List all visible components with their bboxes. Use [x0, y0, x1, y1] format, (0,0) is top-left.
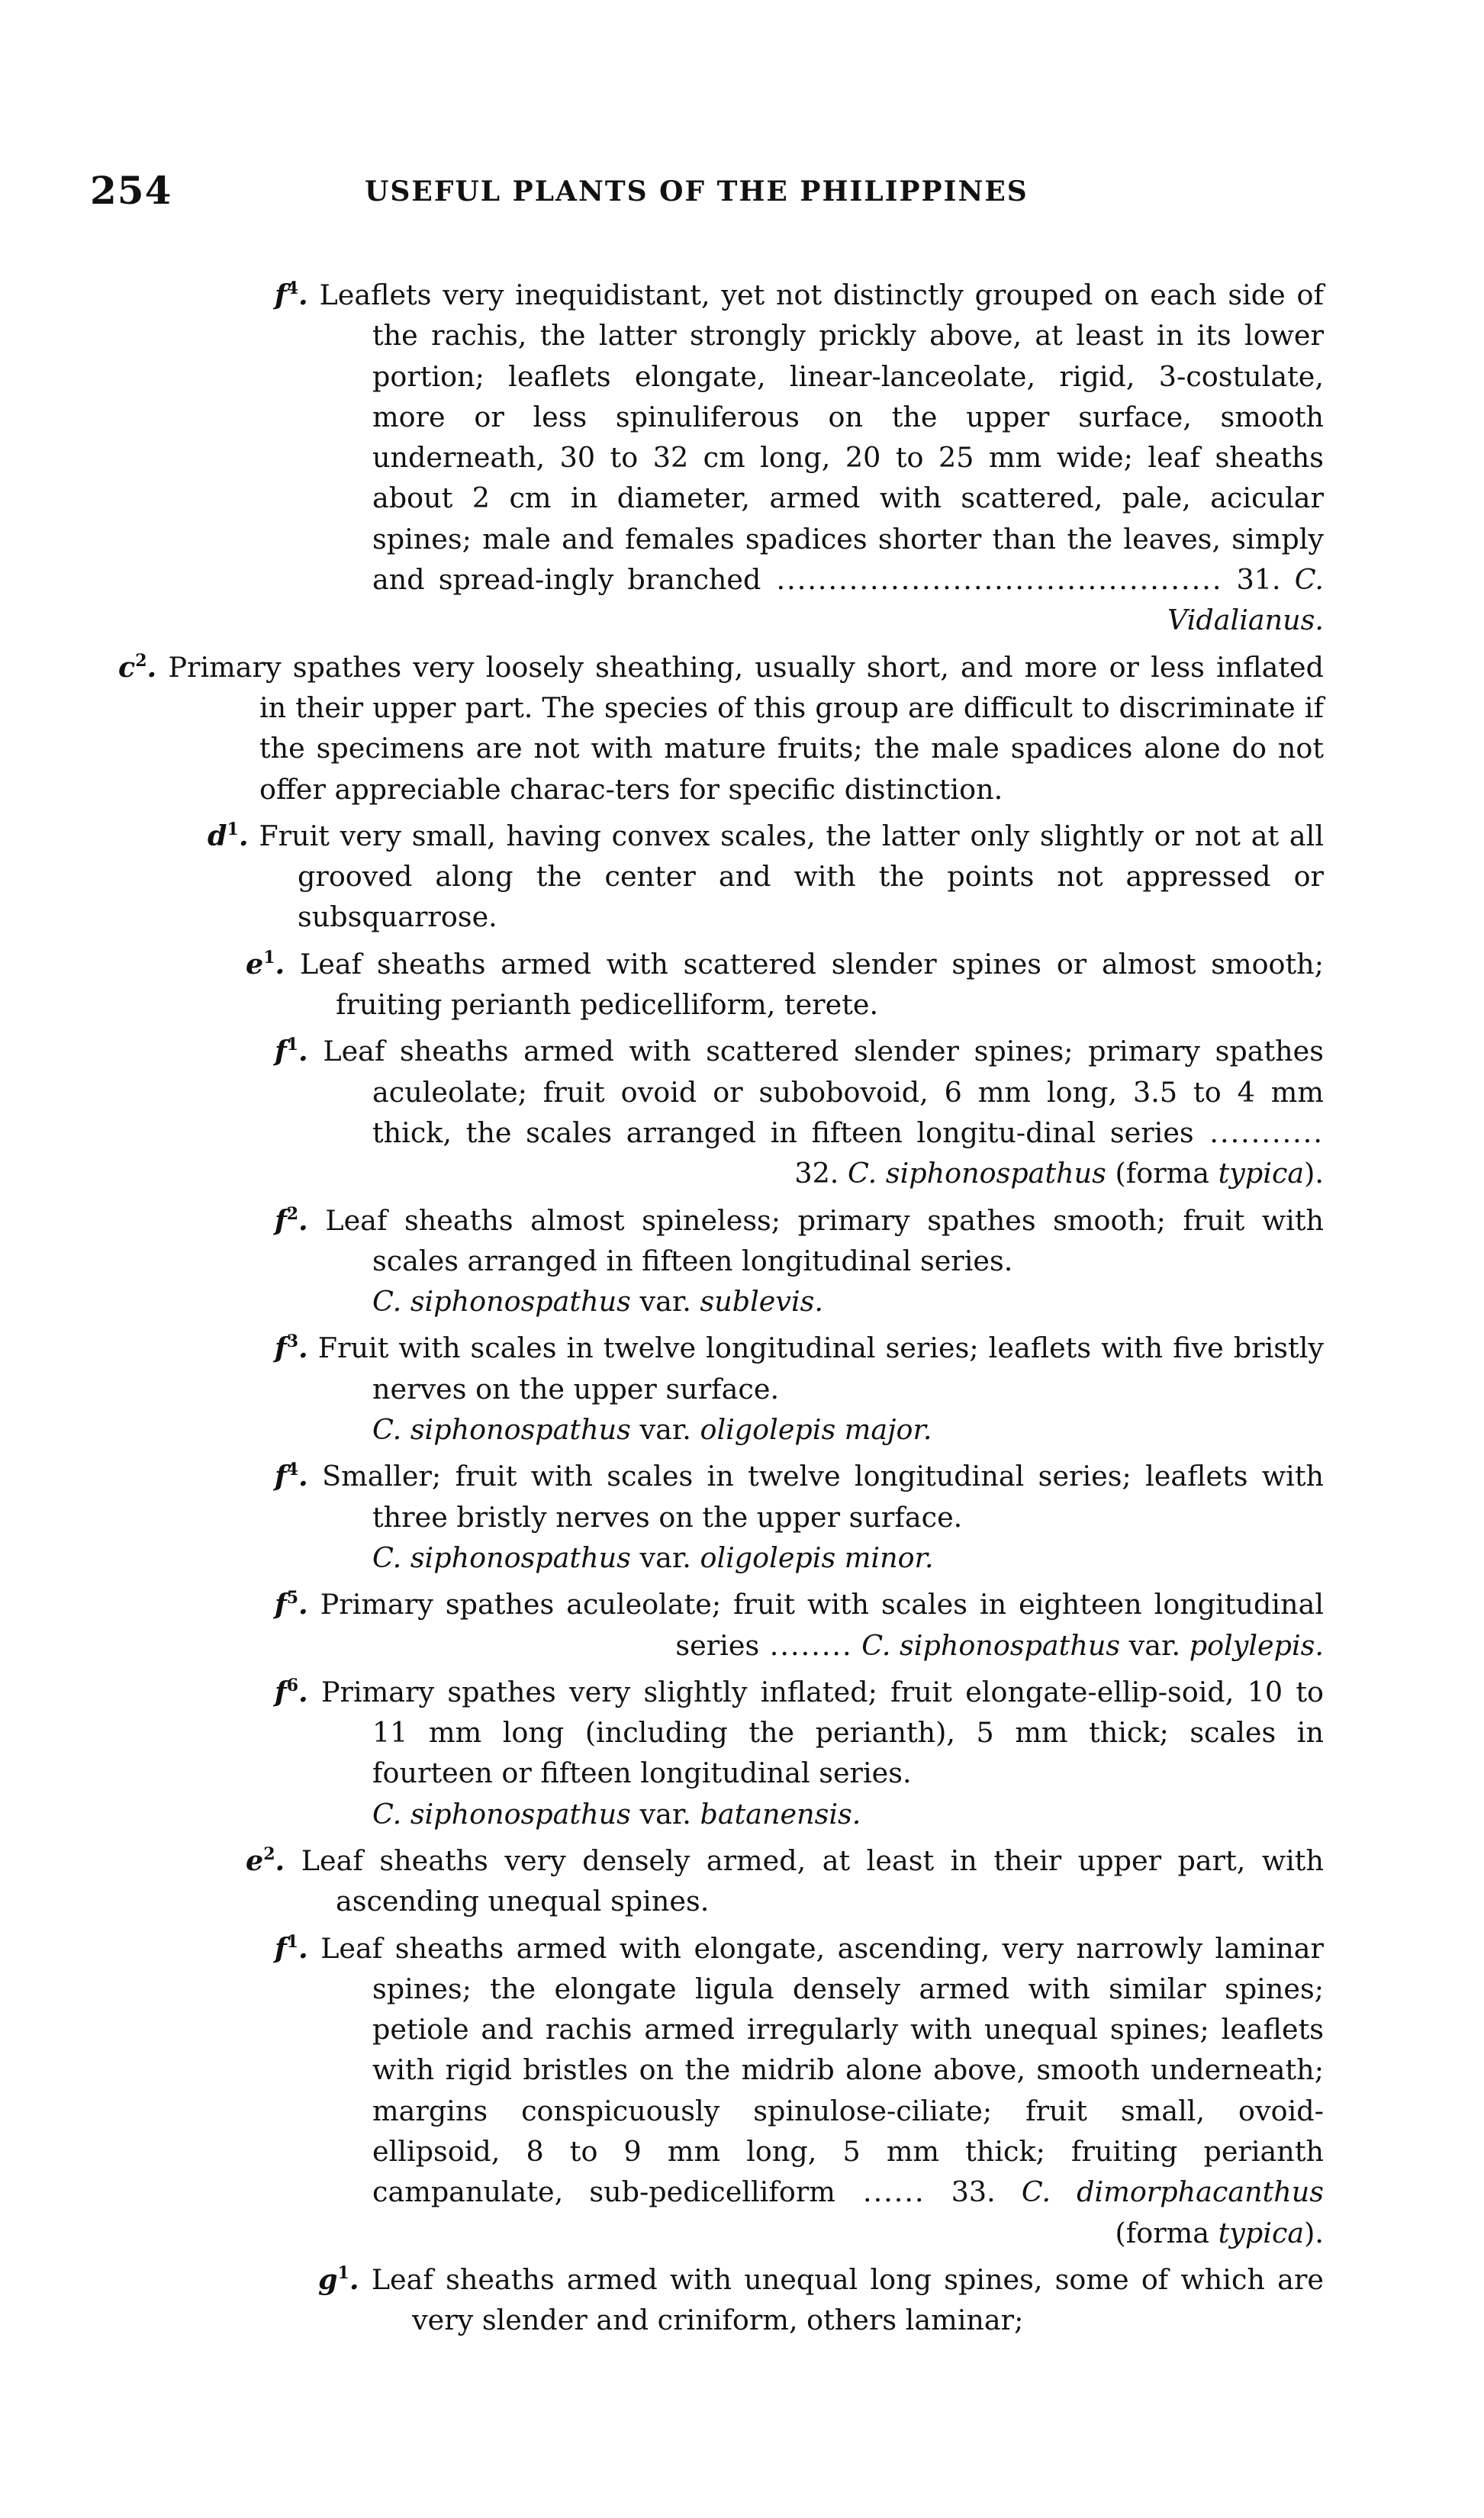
- forma-name: typica: [1218, 2216, 1305, 2249]
- forma-prefix: (forma: [1115, 2216, 1218, 2249]
- species-name: C. siphonospathus: [372, 1797, 631, 1831]
- taxon-line: [372, 1794, 1324, 1834]
- key-label: $g^1$.: [318, 2262, 359, 2296]
- key-entry: [118, 641, 1324, 810]
- key-label: $e^1$.: [246, 947, 285, 980]
- leader-dots: ........: [759, 1628, 853, 1662]
- leader-dots: ...........: [1193, 1116, 1324, 1149]
- variety-name: batanensis.: [700, 1797, 861, 1831]
- key-label: $f^6$.: [275, 1675, 308, 1708]
- species-number: 33.: [925, 2175, 996, 2209]
- key-entry: [275, 1922, 1325, 2253]
- entry-text: Leaf sheaths armed with elongate, ascending, very narrowly laminar spines; the elongate ligula densely armed with similar spines; petiole and rachis armed irregularly with unequal spines; leaflets with rigid bristles on the midrib alone above, smooth underneath; margins conspicuously spinulose-ciliate; fruit small, ovoid-ellipsoid, 8 to 9 mm long, 5 mm thick; fruiting perianth campanulate, sub-pedicelliform: [320, 1931, 1324, 2209]
- species-name: C. siphonospathus: [839, 1157, 1106, 1190]
- entry-text: Leaf sheaths armed with unequal long spines, some of which are very slender and criniform, others laminar;: [371, 2262, 1324, 2337]
- var-word: var.: [630, 1541, 700, 1574]
- key-label: $f^3$.: [275, 1331, 308, 1365]
- key-entry: [275, 1194, 1325, 1322]
- variety-name: oligolepis minor.: [700, 1541, 934, 1574]
- key-label: $d^1$.: [208, 819, 249, 852]
- var-word: var.: [630, 1413, 700, 1447]
- key-entry: [275, 1322, 1324, 1450]
- key-entry: [275, 1666, 1324, 1834]
- key-label: $f^2$.: [275, 1203, 308, 1237]
- key-entry: [208, 810, 1324, 938]
- variety-name: sublevis.: [700, 1285, 823, 1319]
- species-name: C. siphonospathus: [852, 1628, 1121, 1662]
- var-word: var.: [630, 1285, 700, 1319]
- entry-text: Leaf sheaths armed with scattered slender spines or almost smooth; fruiting perianth pedicelliform, terete.: [300, 947, 1324, 1022]
- entry-text: Leaf sheaths almost spineless; primary spathes smooth; fruit with scales arranged in fifteen longitudinal series.: [325, 1203, 1325, 1277]
- taxon-line: [372, 1538, 1324, 1578]
- species-number: 32.: [794, 1157, 839, 1190]
- key-entry: [275, 269, 1324, 641]
- variety-name: polylepis.: [1189, 1628, 1324, 1662]
- forma-close: ).: [1304, 1157, 1324, 1190]
- leader-dots: ......: [835, 2175, 925, 2209]
- entry-text: Leaflets very inequidistant, yet not distinctly grouped on each side of the rachis, the latter strongly prickly above, at least in its lower portion; leaflets elongate, linear-lanceolate, rigid, 3-costulate, more or less spinuliferous on the upper surface, smooth underneath, 30 to 32 cm long, 20 to 25 mm wide; leaf sheaths about 2 cm in diameter, armed with scattered, pale, acicular spines; male and females spadices shorter than the leaves, simply and spread-ingly branched: [319, 279, 1324, 597]
- entry-text: Primary spathes very slightly inflated; fruit elongate-ellip-soid, 10 to 11 mm long (including the perianth), 5 mm thick; scales in fourteen or fifteen longitudinal series.: [321, 1675, 1324, 1790]
- leader-dots: ...........................................: [761, 563, 1223, 597]
- var-word: var.: [630, 1797, 700, 1831]
- entry-text: Fruit with scales in twelve longitudinal series; leaflets with five bristly nerves on the upper surface.: [317, 1331, 1324, 1406]
- key-label: $f^1$.: [275, 1931, 308, 1965]
- key-label: $f^4$.: [275, 279, 308, 311]
- variety-name: oligolepis major.: [700, 1413, 932, 1447]
- species-name: C. siphonospathus: [372, 1285, 631, 1319]
- forma-name: typica: [1218, 1157, 1305, 1190]
- key-text: [0, 269, 1484, 2341]
- entry-text: Leaf sheaths very densely armed, at least in their upper part, with ascending unequal spines.: [301, 1843, 1324, 1918]
- page-number: 254: [90, 168, 172, 213]
- forma-prefix: (forma: [1106, 1157, 1218, 1190]
- key-entry: [246, 1834, 1324, 1922]
- key-entry: [275, 1025, 1324, 1193]
- var-word: var.: [1120, 1628, 1189, 1662]
- running-title: USEFUL PLANTS OF THE PHILIPPINES: [365, 175, 1028, 208]
- key-entry: [318, 2253, 1324, 2341]
- entry-text: Primary spathes aculeolate; fruit with scales in eighteen longitudinal series: [320, 1588, 1325, 1662]
- page-header: [0, 168, 1484, 214]
- key-label: $c^2$.: [118, 650, 157, 684]
- species-name: C. dimorphacanthus: [995, 2175, 1325, 2209]
- entry-text: Leaf sheaths armed with scattered slender spines; primary spathes aculeolate; fruit ovoid or subobovoid, 6 mm long, 3.5 to 4 mm thick, the scales arranged in fifteen longitu-dinal series: [323, 1035, 1324, 1149]
- forma-close: ).: [1304, 2216, 1324, 2249]
- key-entry: [246, 938, 1324, 1026]
- key-label: $f^1$.: [275, 1035, 308, 1068]
- key-entry: [275, 1450, 1324, 1578]
- species-name: C. siphonospathus: [372, 1541, 631, 1574]
- entry-text: Fruit very small, having convex scales, the latter only slightly or not at all grooved along the center and with the points not appressed or subsquarrose.: [259, 819, 1324, 934]
- species-name: C. siphonospathus: [372, 1413, 631, 1447]
- key-label: $f^4$.: [275, 1460, 308, 1493]
- key-label: $f^5$.: [275, 1588, 308, 1621]
- taxon-line: [372, 1409, 1324, 1450]
- key-label: $e^2$.: [246, 1843, 285, 1877]
- entry-text: Smaller; fruit with scales in twelve longitudinal series; leaflets with three bristly nerves on the upper surface.: [322, 1460, 1324, 1534]
- key-entry: [275, 1578, 1325, 1666]
- entry-text: Primary spathes very loosely sheathing, usually short, and more or less inflated in their upper part. The species of this group are difficult to discriminate if the specimens are not with mature fruits; the male spadices alone do not offer appreciable charac-ters for specific distinction.: [168, 650, 1324, 806]
- species-number: 31.: [1222, 563, 1281, 597]
- taxon-line: [372, 1281, 1324, 1322]
- species-name: C. Vidalianus.: [1167, 563, 1324, 637]
